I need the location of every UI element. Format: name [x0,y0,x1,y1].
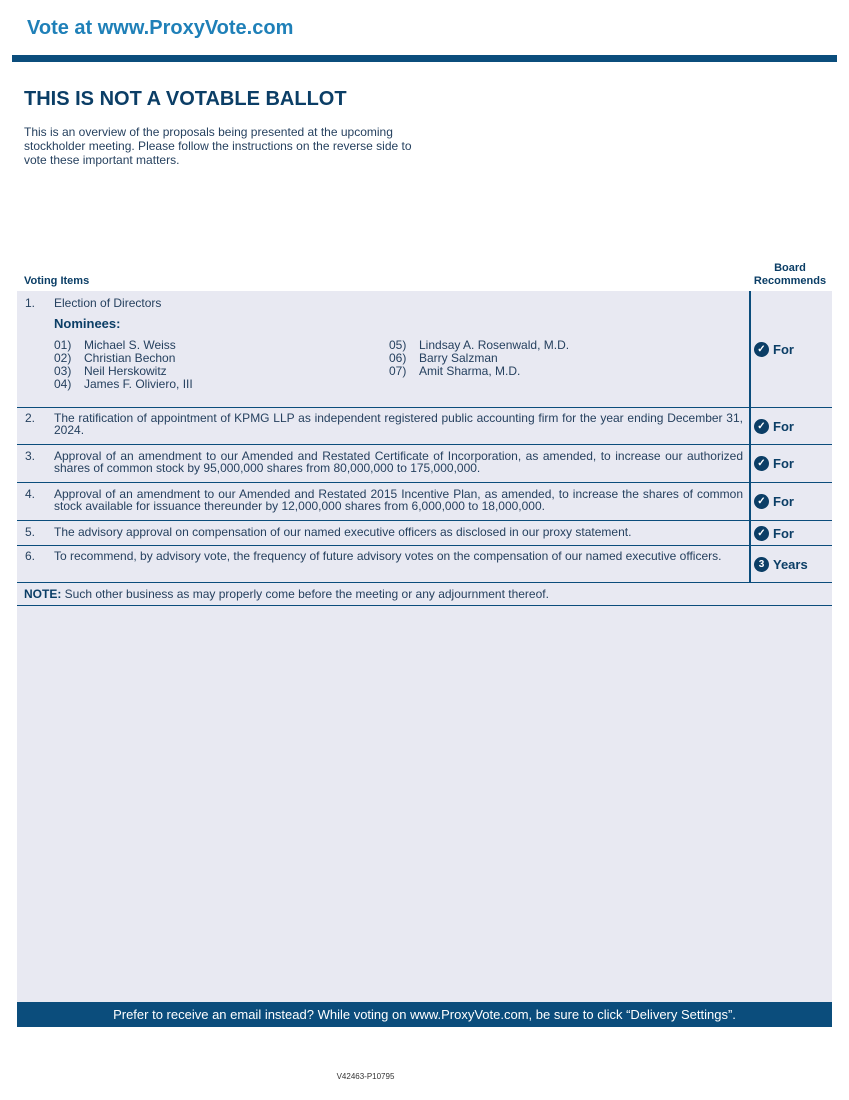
board-recommendation [749,546,832,582]
board-recommendation [749,291,832,407]
voting-item-5 [17,521,832,546]
delivery-settings-banner [17,1002,832,1027]
recommendation-value: For [773,456,794,471]
nominee-name: Lindsay A. Rosenwald, M.D. [419,338,570,352]
nominee-number: 01) [54,338,72,352]
note-label: NOTE: [24,587,62,601]
nominees-left-column [54,339,389,391]
nominee [389,365,724,378]
note-text: Such other business as may properly come before the meeting or any adjournment thereof. [61,587,549,601]
check-circle-icon: ✓ [754,342,769,357]
check-circle-icon: ✓ [754,456,769,471]
voting-item-3 [17,445,832,483]
item-text: Approval of an amendment to our Amended and Restated Certificate of Incorporation, as amended, to increase our authorized shares of common stock by 95,000,000 shares from 80,000,000 to 175,000,000. [54,449,743,475]
page-title: THIS IS NOT A VOTABLE BALLOT [24,88,347,110]
recommendation-value: For [773,418,794,434]
recommendation-value: For [773,341,794,357]
recommendation-value: For [773,494,794,509]
voting-item-1 [17,291,832,408]
board-recommendation [749,408,832,444]
nominees-right-column [389,339,724,391]
recommends-label: Recommends [753,275,827,287]
check-circle-icon: ✓ [754,494,769,509]
board-recommends-header [749,262,831,288]
banner-text: Prefer to receive an email instead? While voting on www.ProxyVote.com, be sure to click “Delivery Settings”. [113,1007,736,1022]
nominees-label: Nominees: [54,316,121,331]
item-number: 6. [25,549,36,563]
nominee [54,378,389,391]
item-number: 3. [25,449,36,463]
voting-items-header: Voting Items [24,275,90,287]
board-recommendation [749,521,832,545]
nominee-name: Michael S. Weiss [84,338,176,352]
nominee-name: Neil Herskowitz [84,364,167,378]
board-label: Board [774,262,806,274]
item-text: The ratification of appointment of KPMG LLP as independent registered public accounting firm for the year ending December 31, 2024. [54,411,743,437]
proxyvote-link[interactable]: Vote at www.ProxyVote.com [27,17,294,39]
check-circle-icon: ✓ [754,419,769,434]
board-recommendation [749,483,832,520]
item-text: Election of Directors [54,296,162,310]
nominee-number: 07) [389,364,407,378]
voting-item-4 [17,483,832,521]
recommendation-value: For [773,525,794,541]
voting-item-6 [17,546,832,583]
nominee-number: 05) [389,338,407,352]
nominee-number: 04) [54,377,72,391]
nominee-name: Barry Salzman [419,351,498,365]
item-text: Approval of an amendment to our Amended and Restated 2015 Incentive Plan, as amended, to increase the shares of common stock available for issuance thereunder by 12,000,000 shares from 6,000,000 to 18,000,000. [54,487,743,513]
intro-text: This is an overview of the proposals being presented at the upcoming stockholder meeting. Please follow the instructions on the reverse side to vote these important matters. [24,125,412,167]
nominee-number: 06) [389,351,407,365]
item-number: 4. [25,487,36,501]
item-text: To recommend, by advisory vote, the frequency of future advisory votes on the compensation of our named executive officers. [54,549,722,563]
item-text: The advisory approval on compensation of our named executive officers as disclosed in our proxy statement. [54,525,632,539]
nominee-name: Christian Bechon [84,351,176,365]
voting-item-2 [17,408,832,445]
nominees-list [54,339,743,391]
voting-items-table [17,291,832,606]
nominee-number: 02) [54,351,72,365]
note-row [17,583,832,606]
document-id: V42463-P10795 [336,1072,395,1081]
item-number: 5. [25,525,36,539]
header-divider [12,55,837,62]
nominee-name: Amit Sharma, M.D. [419,364,521,378]
check-circle-icon: ✓ [754,526,769,541]
nominee-name: James F. Oliviero, III [84,377,193,391]
number-3-circle-icon: 3 [754,557,769,572]
item-number: 1. [25,296,36,310]
nominee-number: 03) [54,364,72,378]
item-number: 2. [25,411,36,425]
board-recommendation [749,445,832,482]
recommendation-value: Years [773,556,808,572]
